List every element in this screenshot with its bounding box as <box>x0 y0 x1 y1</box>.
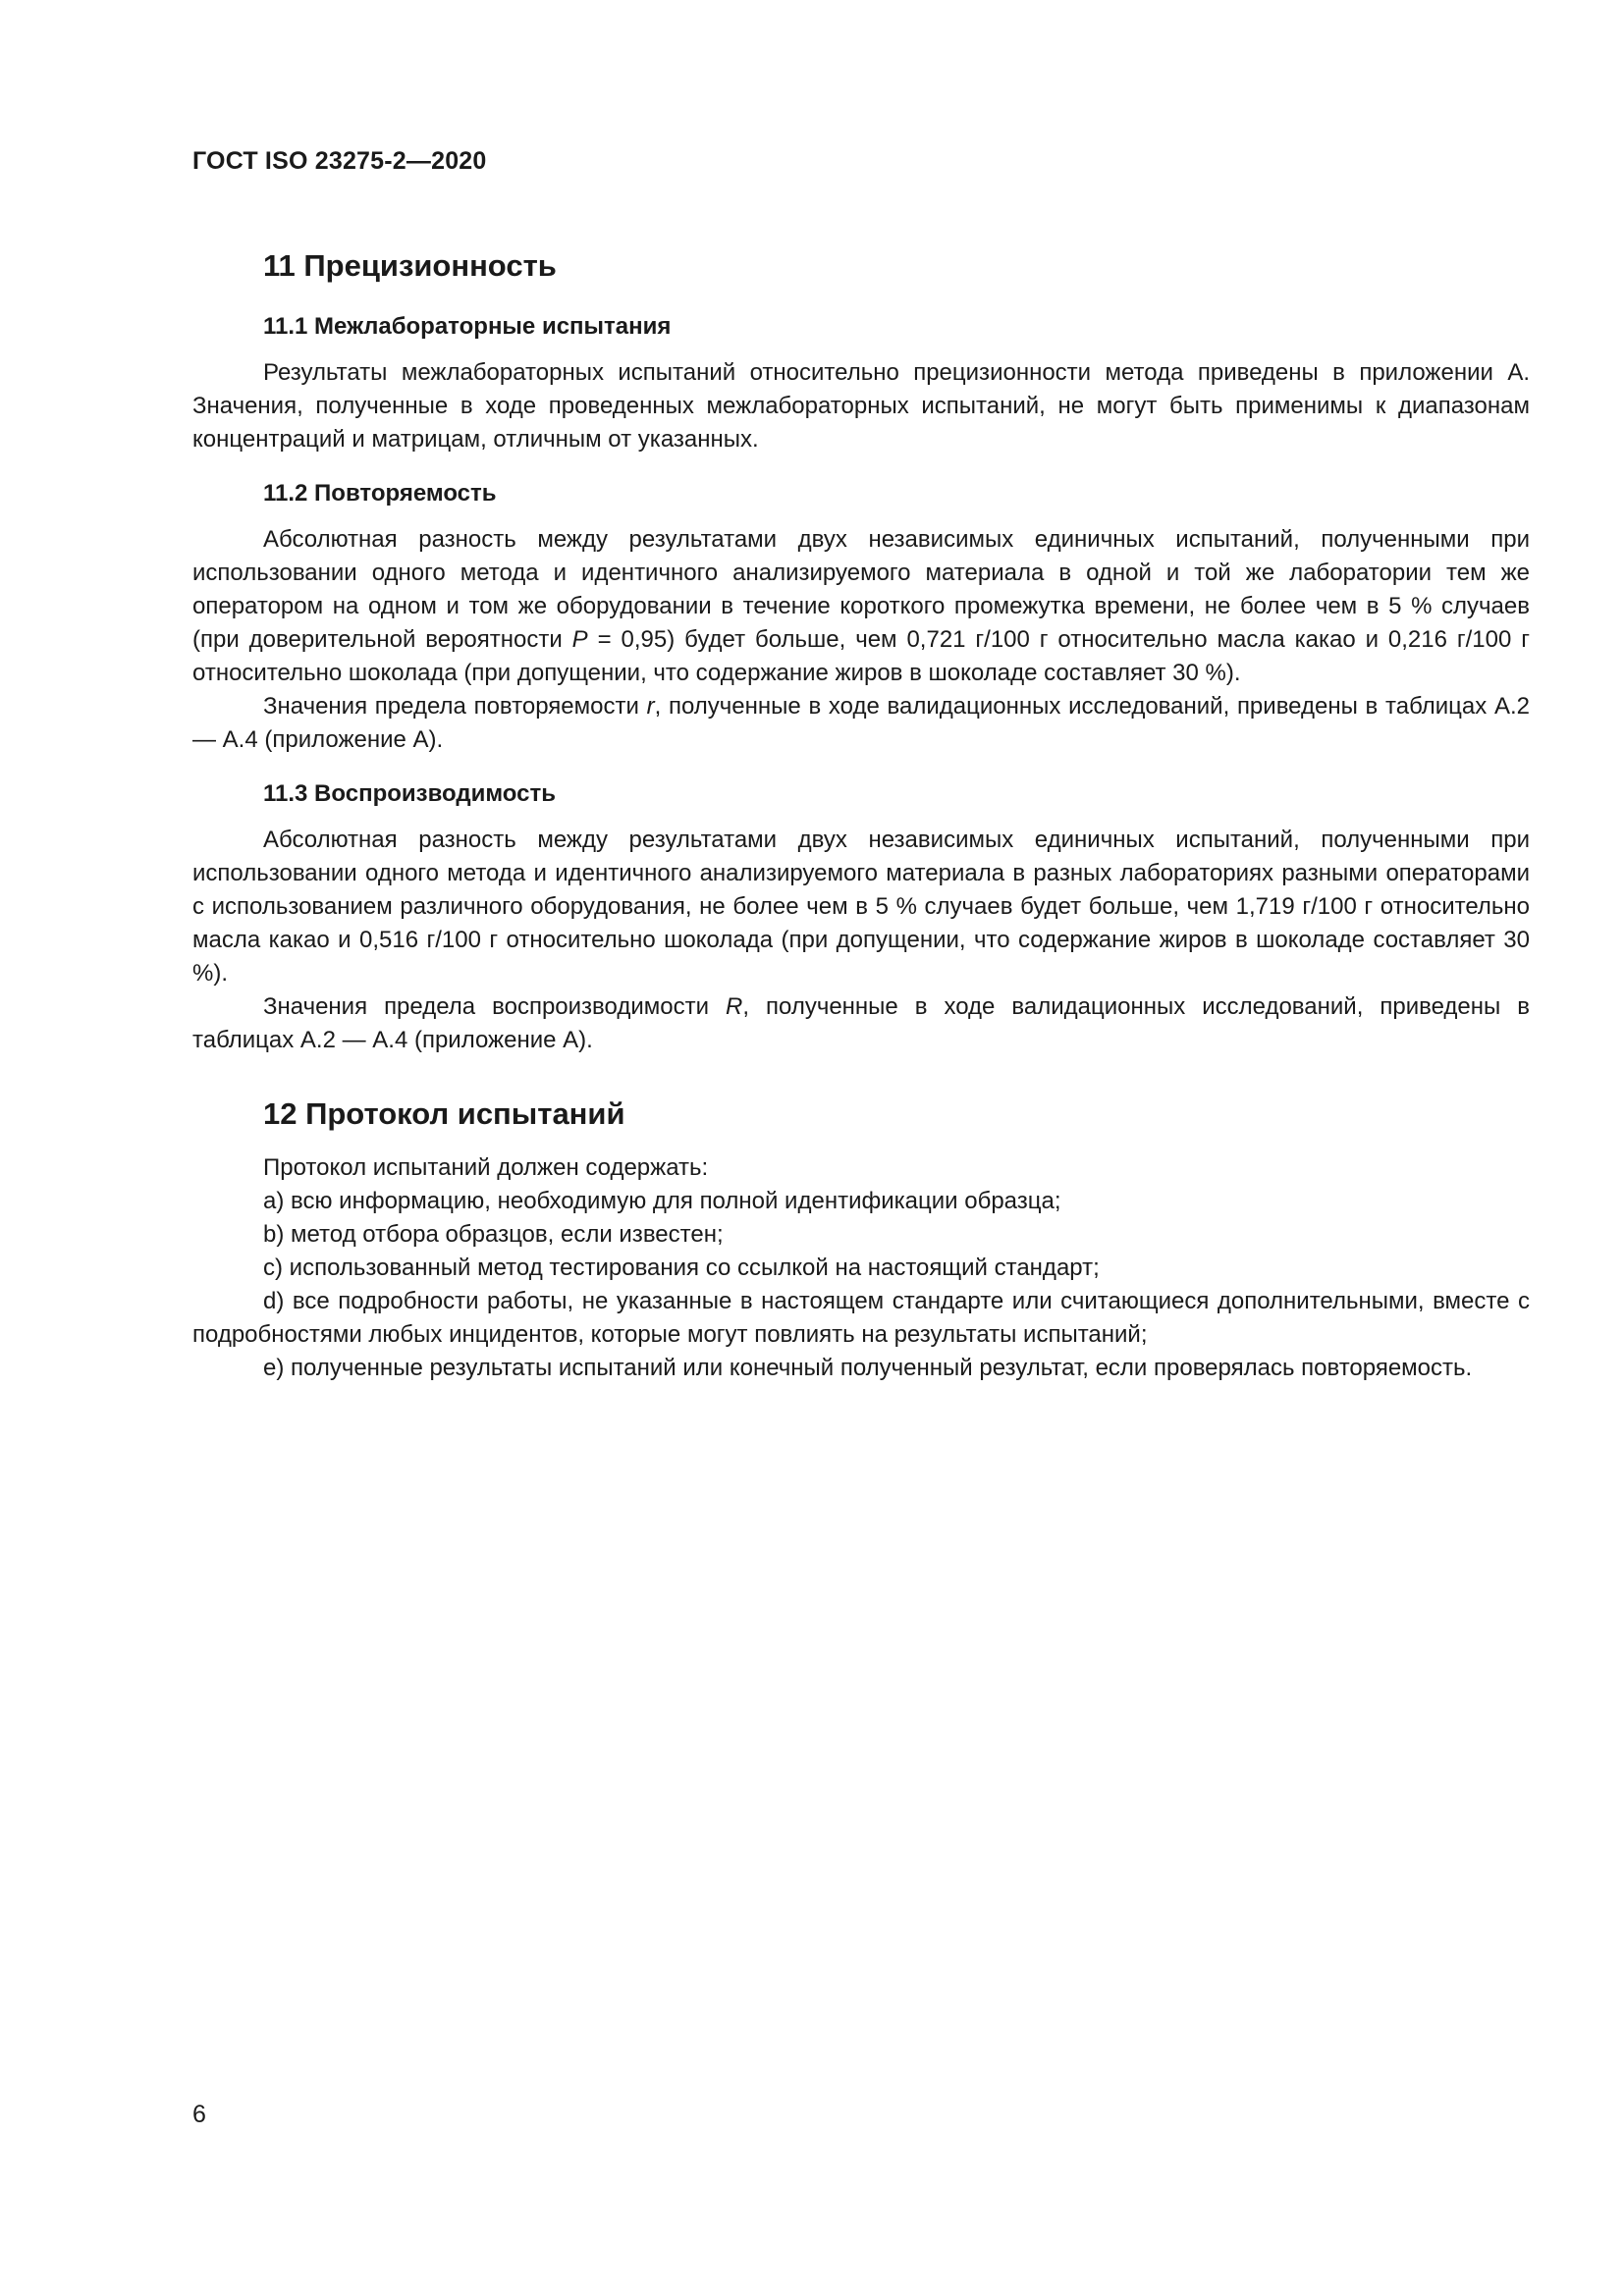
text-segment: Значения предела воспроизводимости <box>263 993 726 1020</box>
page-number: 6 <box>192 2101 206 2128</box>
section-12-intro: Протокол испытаний должен содержать: <box>263 1154 709 1181</box>
subsection-11-2-paragraph-2 <box>192 690 1530 757</box>
list-item: d) все подробности работы, не указанные в настоящем стандарте или считающиеся дополнительными, вместе с подробностями любых инцидентов, которые могут повлиять на результаты испытаний; <box>192 1288 1530 1348</box>
document-id-header: ГОСТ ISO 23275-2—2020 <box>192 147 487 175</box>
variable-r: r <box>646 693 655 720</box>
text-segment: Абсолютная разность между результатами двух независимых единичных испытаний, полученными при использовании одного метода и идентичного анализируемого материала в одной и той же лаборатории тем же оператором на одном и том же оборудовании в течение короткого промежутка времени, не более чем в 5 % случаев (при доверительной вероятности <box>192 526 1530 653</box>
subsection-11-2-title: 11.2 Повторяемость <box>263 480 497 507</box>
document-page <box>192 147 1530 1385</box>
variable-p: P <box>571 626 588 653</box>
text-segment: = 0,95) будет больше, чем 0,721 г/100 г относительно масла какао и 0,216 г/100 г относительно шоколада (при допущении, что содержание жиров в шоколаде составляет 30 %). <box>192 626 1530 686</box>
text-segment: , полученные в ходе валидационных исследований, приведены в таблицах А.2 — А.4 (приложение А). <box>192 993 1530 1053</box>
subsection-11-3-paragraph-1: Абсолютная разность между результатами двух независимых единичных испытаний, полученными при использовании одного метода и идентичного анализируемого материала в разных лабораториях разными операторами с использованием различного оборудования, не более чем в 5 % случаев будет больше, чем 1,719 г/100 г относительно масла какао и 0,516 г/100 г относительно шоколада (при допущении, что содержание жиров в шоколаде составляет 30 %). <box>192 827 1530 987</box>
subsection-11-1-paragraph: Результаты межлабораторных испытаний относительно прецизионности метода приведены в приложении А. Значения, полученные в ходе проведенных межлабораторных испытаний, не могут быть применимы к диапазонам концентраций и матрицам, отличным от указанных. <box>192 359 1530 453</box>
list-item: c) использованный метод тестирования со ссылкой на настоящий стандарт; <box>263 1255 1100 1281</box>
list-item: e) полученные результаты испытаний или конечный полученный результат, если проверялась повторяемость. <box>263 1355 1473 1381</box>
text-segment: , полученные в ходе валидационных исследований, приведены в таблицах А.2 — А.4 (приложение А). <box>192 693 1530 753</box>
list-item: b) метод отбора образцов, если известен; <box>263 1221 724 1248</box>
subsection-11-1-title: 11.1 Межлабораторные испытания <box>263 313 672 340</box>
list-item: a) всю информацию, необходимую для полной идентификации образца; <box>263 1188 1061 1214</box>
section-12-title: 12 Протокол испытаний <box>263 1096 625 1131</box>
variable-R: R <box>726 993 743 1020</box>
section-11-title: 11 Прецизионность <box>263 248 557 283</box>
subsection-11-3-title: 11.3 Воспроизводимость <box>263 780 556 807</box>
text-segment: Значения предела повторяемости <box>263 693 647 720</box>
subsection-11-3-paragraph-2 <box>192 990 1530 1057</box>
subsection-11-2-paragraph-1 <box>192 523 1530 690</box>
